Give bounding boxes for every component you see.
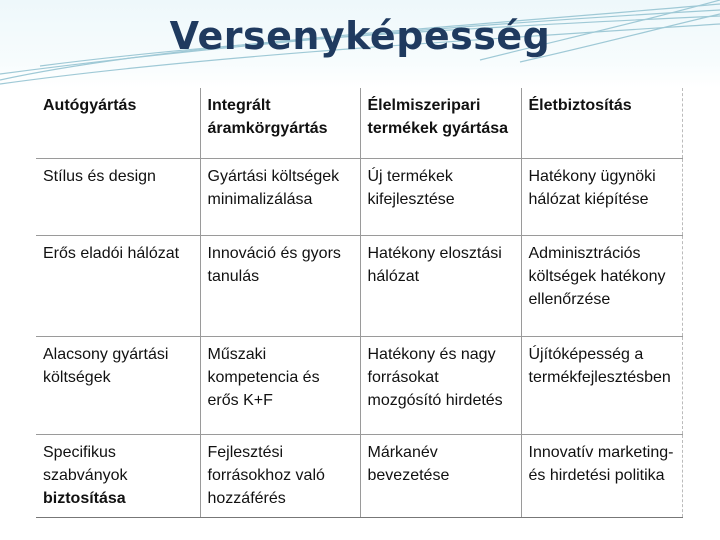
cell-text: Specifikus szabványok [43,443,128,484]
table-cell: Fejlesztési forrásokhoz való hozzáférés [200,434,360,517]
table-cell: Hatékony ügynöki hálózat kiépítése [521,158,682,235]
cell-text-bold: biztosítása [43,489,126,507]
table-cell: Erős eladói hálózat [36,235,200,337]
slide-title: Versenyképesség [169,14,551,58]
competitiveness-table [36,88,682,518]
table-cell: Innováció és gyors tanulás [200,235,360,337]
header-elelmiszeripari: Élelmiszeripari termékek gyártása [360,88,521,158]
header-autogyartas: Autógyártás [36,88,200,158]
table-cell: Stílus és design [36,158,200,235]
table-cell: Új termékek kifejlesztése [360,158,521,235]
table-row [36,337,682,434]
table-cell: Alacsony gyártási költségek [36,337,200,434]
header-eletbiztositas: Életbiztosítás [521,88,682,158]
table-header-row [36,88,682,158]
table-cell [36,434,200,517]
table-cell: Hatékony és nagy forrásokat mozgósító hirdetés [360,337,521,434]
table-cell: Hatékony elosztási hálózat [360,235,521,337]
table-row [36,434,682,517]
table-cell: Innovatív marketing- és hirdetési politika [521,434,682,517]
header-integralt-aramkorgyartas: Integrált áramkörgyártás [200,88,360,158]
table-cell: Adminisztrációs költségek hatékony ellenőrzése [521,235,682,337]
table-cell: Gyártási költségek minimalizálása [200,158,360,235]
table-cell: Márkanév bevezetése [360,434,521,517]
table-cell: Újítóképesség a termékfejlesztésben [521,337,682,434]
table-row [36,235,682,337]
table-row [36,158,682,235]
table-cell: Műszaki kompetencia és erős K+F [200,337,360,434]
